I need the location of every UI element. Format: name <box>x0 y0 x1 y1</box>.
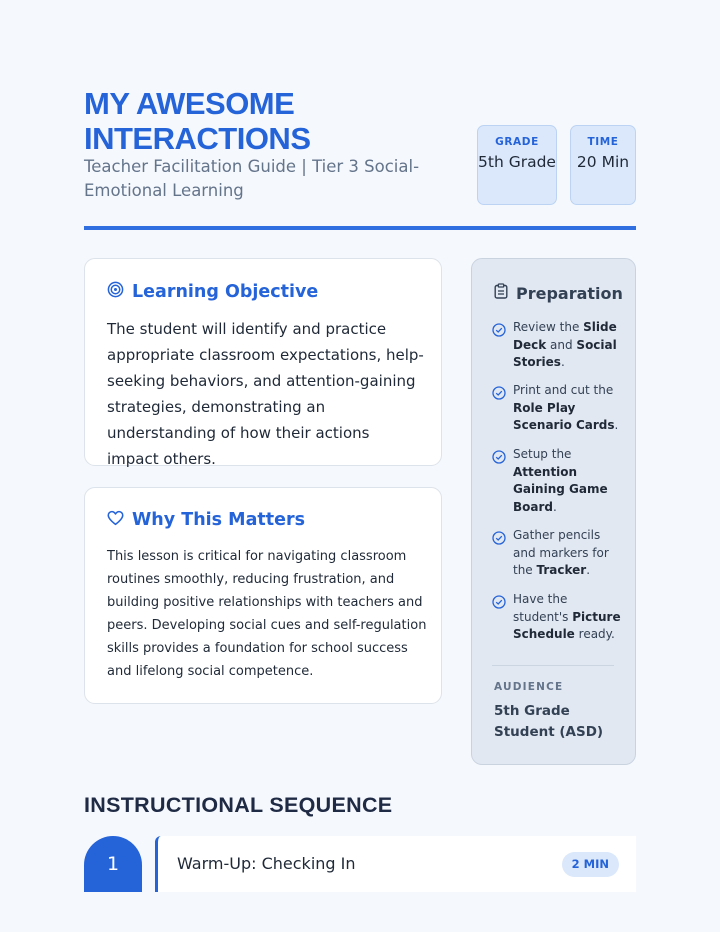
prep-item-text: Print and cut the Role Play Scenario Cards. <box>513 383 619 432</box>
prep-divider <box>492 665 614 666</box>
audience-label: AUDIENCE <box>494 681 564 693</box>
check-circle-icon <box>492 385 506 435</box>
learning-objective-card <box>84 258 442 466</box>
sequence-heading: INSTRUCTIONAL SEQUENCE <box>84 793 393 817</box>
prep-item <box>492 591 622 644</box>
time-label: TIME <box>587 136 619 148</box>
heart-icon <box>107 510 124 530</box>
grade-value: 5th Grade <box>478 153 556 171</box>
target-icon <box>107 281 124 302</box>
time-badge <box>570 125 636 205</box>
page-title: MY AWESOME INTERACTIONS <box>84 86 311 156</box>
grade-badge <box>477 125 557 205</box>
check-circle-icon <box>492 594 506 644</box>
prep-item <box>492 527 622 580</box>
step-title: Warm-Up: Checking In <box>177 854 356 873</box>
check-circle-icon <box>492 322 506 372</box>
step-number: 1 <box>84 836 142 892</box>
check-circle-icon <box>492 449 506 516</box>
why-matters-text: This lesson is critical for navigating classroom routines smoothly, reducing frustration, and building positive relationships with teachers and peers. Developing social cues and self-regulation skills provides a foundation for school success and lifelong social competence. <box>107 549 427 679</box>
clipboard-icon <box>494 283 508 303</box>
grade-label: GRADE <box>495 136 539 148</box>
audience-value: 5th Grade Student (ASD) <box>494 703 604 740</box>
learning-objective-text: The student will identify and practice appropriate classroom expectations, help-seeking behaviors, and attention-gaining strategies, demonstrating an understanding of how their actions impact others. <box>107 320 424 468</box>
prep-item-text: Setup the Attention Gaining Game Board. <box>513 447 608 514</box>
prep-item <box>492 382 622 435</box>
preparation-panel <box>471 258 636 765</box>
prep-item-text: Review the Slide Deck and Social Stories. <box>513 320 617 369</box>
learning-objective-heading: Learning Objective <box>132 281 319 302</box>
time-value: 20 Min <box>576 153 630 171</box>
why-matters-heading: Why This Matters <box>132 510 306 530</box>
prep-item-text: Have the student's Picture Schedule ready. <box>513 592 621 641</box>
prep-item <box>492 319 622 372</box>
why-matters-card <box>84 487 442 704</box>
prep-item-text: Gather pencils and markers for the Tracker. <box>513 528 609 577</box>
check-circle-icon <box>492 530 506 580</box>
header-divider <box>84 226 636 230</box>
step-card <box>155 836 636 892</box>
step-duration-badge: 2 MIN <box>562 852 619 877</box>
page-subtitle: Teacher Facilitation Guide | Tier 3 Social-Emotional Learning <box>84 157 420 200</box>
prep-item <box>492 446 622 516</box>
preparation-heading: Preparation <box>516 283 623 303</box>
